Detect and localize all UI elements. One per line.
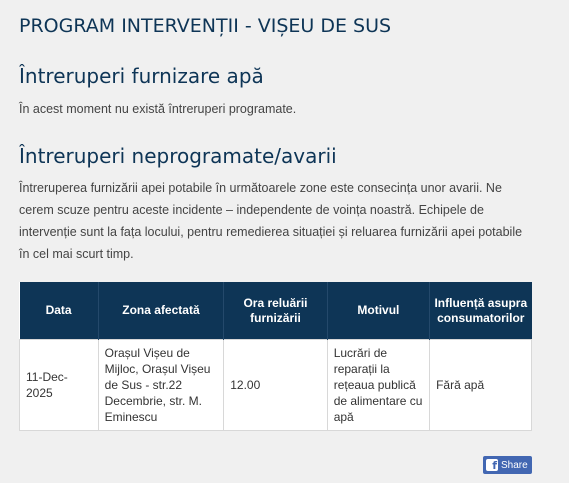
cell-date: 11-Dec-2025 — [20, 340, 99, 431]
unplanned-interruptions-text: Întreruperea furnizării apei potabile în următoarele zone este consecința unor avarii. Ne cerem scuze pentru aceste incidente – independente de voința noastră. Echipele de intervenție sunt la fața locului, pentru remedierea situației și reluarea furnizării apei potabile în cel mai scurt timp. — [19, 181, 523, 261]
cell-reason: Lucrări de reparații la rețeaua publică de alimentare cu apă — [327, 340, 429, 431]
outages-table — [19, 282, 532, 431]
unplanned-interruptions-heading: Întreruperi neprogramate/avarii — [19, 144, 337, 168]
cell-resume-time: 12.00 — [224, 340, 327, 431]
column-header-resume-time: Ora reluării furnizării — [224, 282, 327, 340]
column-header-impact: Influență asupra consumatorilor — [430, 282, 532, 340]
planned-interruptions-text: În acest moment nu există întreruperi programate. — [19, 102, 297, 116]
facebook-icon: f — [486, 459, 498, 471]
planned-interruptions-heading: Întreruperi furnizare apă — [19, 64, 264, 88]
column-header-zone: Zona afectată — [98, 282, 224, 340]
cell-zone: Orașul Vișeu de Mijloc, Orașul Vișeu de Sus - str.22 Decembrie, str. M. Eminescu — [98, 340, 224, 431]
table-row — [20, 340, 532, 431]
page-title: PROGRAM INTERVENȚII - VIȘEU DE SUS — [19, 15, 392, 37]
facebook-share-button[interactable] — [483, 456, 532, 474]
table-header-row — [20, 282, 532, 340]
share-label: Share — [501, 459, 528, 471]
column-header-reason: Motivul — [327, 282, 429, 340]
column-header-date: Data — [20, 282, 99, 340]
cell-impact: Fără apă — [430, 340, 532, 431]
